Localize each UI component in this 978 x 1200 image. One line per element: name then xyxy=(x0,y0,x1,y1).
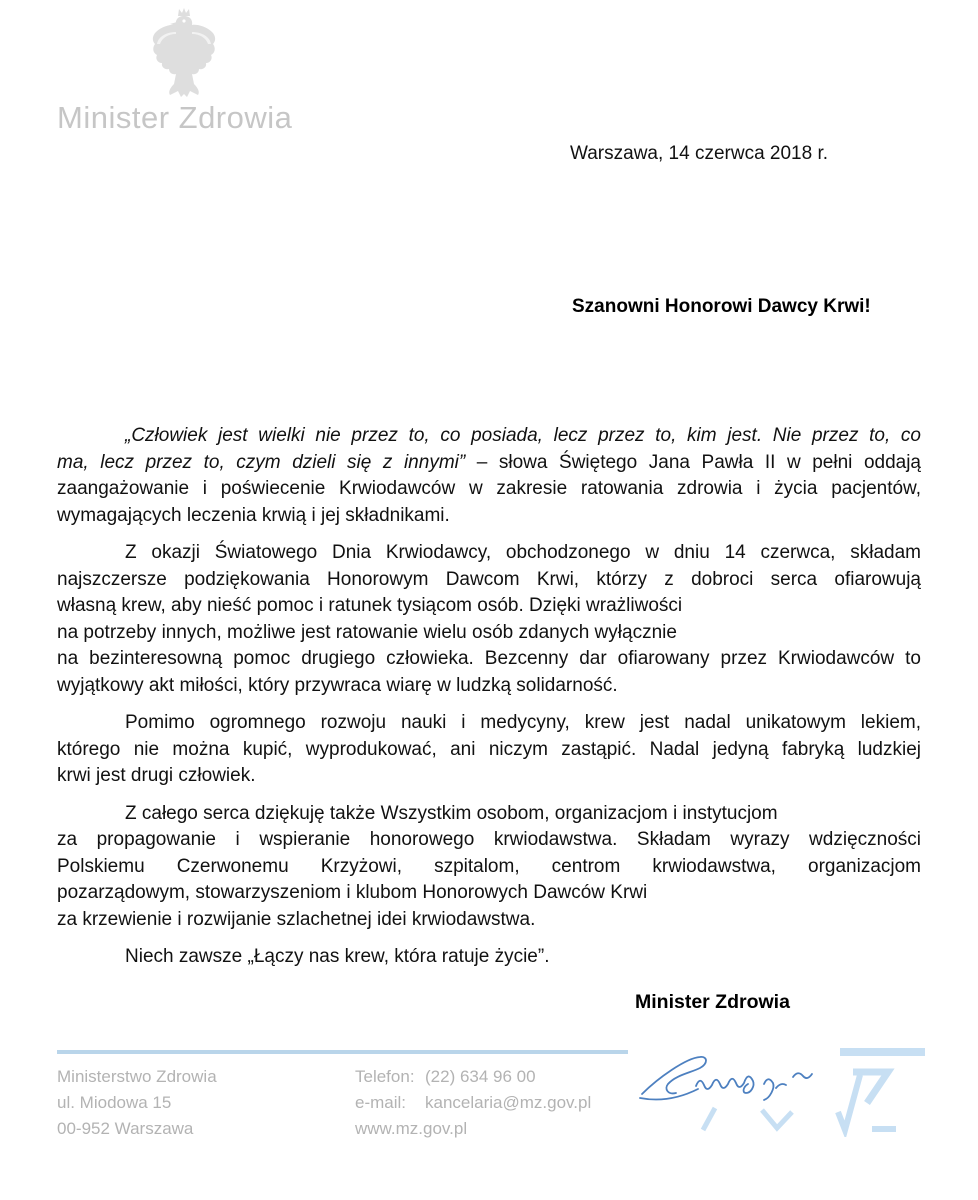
text-segment: pozarządowym, stowarzyszeniom i klubom Honorowych Dawców Krwi xyxy=(57,882,648,903)
body-paragraph xyxy=(57,540,921,699)
eagle-eye xyxy=(182,19,185,22)
footer-phone-row xyxy=(355,1064,591,1090)
text-segment: wyjątkowy akt miłości, który przywraca wiarę w ludzką solidarność. xyxy=(57,674,618,696)
salutation: Szanowni Honorowi Dawcy Krwi! xyxy=(572,296,871,317)
text-segment: za krzewienie i rozwijanie szlachetnej idei krwiodawstwa. xyxy=(57,908,536,930)
text-line xyxy=(57,593,921,620)
text-line xyxy=(57,907,921,934)
text-segment: krwi jest drugi człowiek. xyxy=(57,765,256,786)
text-segment: Pomimo ogromnego rozwoju nauki i medycyny, krew jest nadal unikatowym lekiem, xyxy=(125,712,921,733)
text-line xyxy=(57,646,921,673)
date-line: Warszawa, 14 czerwca 2018 r. xyxy=(570,143,829,164)
text-line xyxy=(57,423,921,450)
letter-body xyxy=(57,423,921,982)
text-line xyxy=(57,567,921,594)
email-label: e-mail: xyxy=(355,1093,407,1112)
text-line xyxy=(57,854,921,881)
body-paragraph xyxy=(57,944,921,971)
website-value: www.mz.gov.pl xyxy=(355,1119,468,1138)
text-line xyxy=(57,801,921,828)
footer-address-line: ul. Miodowa 15 xyxy=(57,1093,172,1112)
text-segment: Niech zawsze „Łączy nas krew, która ratuje życie”. xyxy=(125,946,550,967)
text-line xyxy=(57,673,921,700)
email-value: kancelaria@mz.gov.pl xyxy=(425,1093,592,1112)
text-line xyxy=(57,763,921,790)
text-segment: zaangażowanie i poświecenie Krwiodawców w zakresie ratowania zdrowia i życia pacjentów, xyxy=(57,478,921,499)
text-line xyxy=(57,620,921,647)
text-line xyxy=(57,944,921,971)
footer-address xyxy=(57,1064,217,1142)
text-line xyxy=(57,827,921,854)
text-segment: którego nie można kupić, wyprodukować, ani niczym zastąpić. Nadal jedyną fabryką ludzkiej xyxy=(57,738,921,760)
text-segment: Z całego serca dziękuję także Wszystkim osobom, organizacjom i instytucjom xyxy=(125,802,778,824)
text-line xyxy=(57,540,921,567)
text-line xyxy=(57,450,921,477)
text-segment: na potrzeby innych, możliwe jest ratowanie wielu osób zdanych wyłącznie xyxy=(57,621,677,643)
text-segment: Polskiemu Czerwonemu Krzyżowi, szpitalom, centrom krwiodawstwa, organizacjom xyxy=(57,855,921,877)
body-paragraph xyxy=(57,423,921,529)
footer-divider xyxy=(57,1050,628,1054)
footer-contact xyxy=(355,1064,591,1142)
text-segment: – słowa Świętego Jana Pawła II w pełni oddają xyxy=(465,451,922,473)
ministry-header-wordmark: Minister Zdrowia xyxy=(57,100,293,135)
signature-title: Minister Zdrowia xyxy=(635,991,790,1013)
phone-value: (22) 634 96 00 xyxy=(425,1067,536,1086)
footer-address-line: 00-952 Warszawa xyxy=(57,1119,194,1138)
mz-logo-watermark-icon xyxy=(695,1042,930,1137)
body-paragraph xyxy=(57,710,921,790)
eagle-crown xyxy=(178,8,190,16)
footer-address-line: Ministerstwo Zdrowia xyxy=(57,1067,217,1086)
text-segment: własną krew, aby nieść pomoc i ratunek tysiącom osób. Dzięki wrażliwości xyxy=(57,595,683,616)
quote-text-segment: „Człowiek jest wielki nie przez to, co posiada, lecz przez to, kim jest. Nie przez to, co xyxy=(125,425,921,446)
text-segment: wymagających leczenia krwią i jej składnikami. xyxy=(57,504,450,526)
phone-label: Telefon: xyxy=(355,1067,415,1086)
text-line xyxy=(57,737,921,764)
footer-email-row xyxy=(355,1090,591,1116)
text-segment: na bezinteresowną pomoc drugiego człowieka. Bezcenny dar ofiarowany przez Krwiodawców to xyxy=(57,648,921,669)
text-line xyxy=(57,710,921,737)
text-line xyxy=(57,476,921,503)
text-line xyxy=(57,880,921,907)
text-line xyxy=(57,503,921,530)
text-segment: Z okazji Światowego Dnia Krwiodawcy, obchodzonego w dniu 14 czerwca, składam xyxy=(125,542,921,563)
text-segment: najszczersze podziękowania Honorowym Dawcom Krwi, którzy z dobroci serca ofiarowują xyxy=(57,568,921,590)
quote-text-segment: ma, lecz przez to, czym dzieli się z innymi” xyxy=(57,451,466,473)
body-paragraph xyxy=(57,801,921,934)
footer-website-row xyxy=(355,1116,591,1142)
text-segment: za propagowanie i wspieranie honorowego krwiodawstwa. Składam wyrazy wdzięczności xyxy=(57,829,921,850)
eagle-body-wings xyxy=(153,16,215,97)
polish-eagle-emblem xyxy=(148,6,220,102)
